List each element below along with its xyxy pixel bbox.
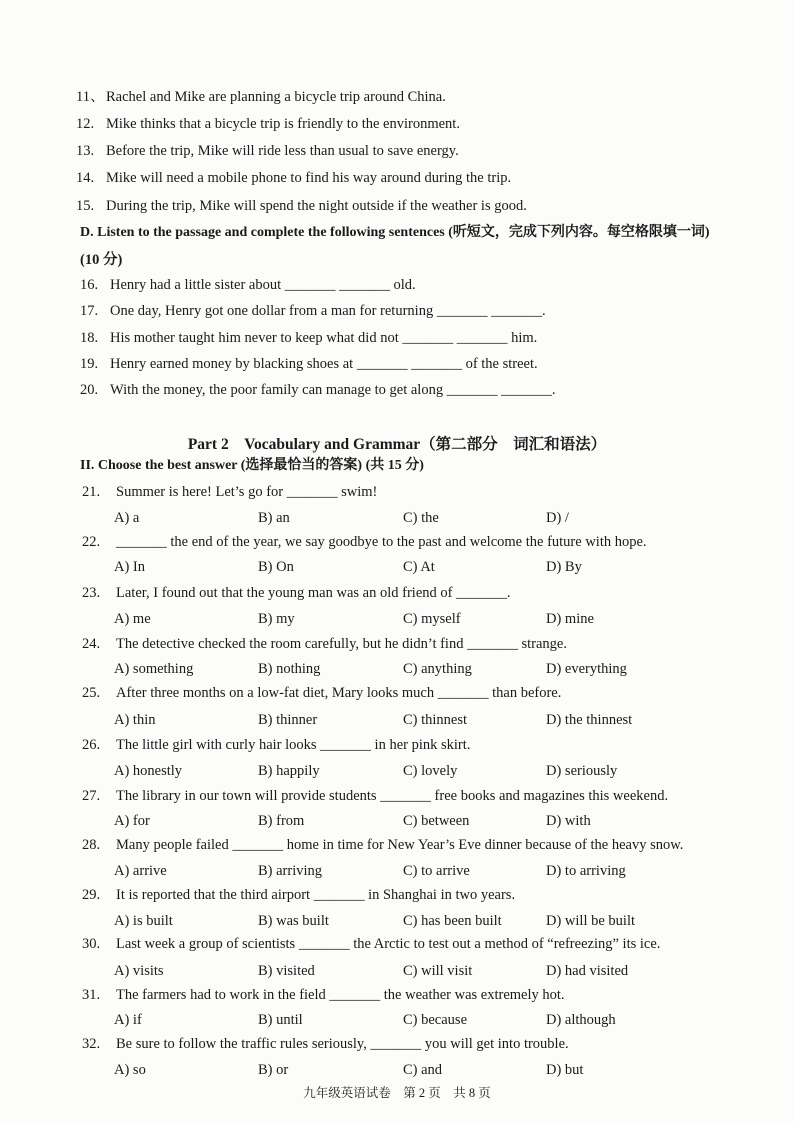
option-a[interactable]: A) In [114, 559, 146, 575]
statement-11 [76, 88, 446, 106]
option-a[interactable]: A) arrive [114, 863, 167, 879]
item-number: 14. [76, 170, 95, 186]
question-stem: The farmers had to work in the field _______ the weather was extremely hot. [116, 987, 565, 1003]
option-c[interactable]: C) myself [403, 611, 461, 627]
statement-15 [76, 197, 527, 215]
item-number: 16. [80, 277, 99, 293]
option-c[interactable]: C) thinnest [403, 712, 468, 728]
question-27 [82, 787, 668, 805]
section-d-title: D. Listen to the passage and complete the following sentences (听短文，完成下列内容。每空格限填一词) [80, 225, 710, 240]
question-number: 28. [82, 837, 101, 853]
question-stem: The detective checked the room carefully, but he didn’t find _______ strange. [116, 636, 567, 652]
statement-text: Before the trip, Mike will ride less than usual to save energy. [106, 143, 459, 159]
question-number: 26. [82, 737, 101, 753]
question-number: 22. [82, 534, 101, 550]
fill-item-19 [80, 355, 538, 373]
question-stem: The little girl with curly hair looks _______ in her pink skirt. [116, 737, 471, 753]
option-c[interactable]: C) anything [403, 661, 472, 677]
option-d[interactable]: D) everything [546, 661, 627, 677]
option-a[interactable]: A) for [114, 813, 150, 829]
option-a[interactable]: A) if [114, 1012, 142, 1028]
question-28 [82, 836, 683, 854]
option-c[interactable]: C) and [403, 1062, 443, 1078]
option-a[interactable]: A) visits [114, 963, 164, 979]
option-a[interactable]: A) something [114, 661, 194, 677]
option-d[interactable]: D) / [546, 510, 569, 526]
question-stem: Many people failed _______ home in time for New Year’s Eve dinner because of the heavy snow. [116, 837, 684, 853]
option-d[interactable]: D) had visited [546, 963, 629, 979]
item-number: 19. [80, 356, 99, 372]
question-32 [82, 1035, 569, 1053]
option-c[interactable]: C) between [403, 813, 470, 829]
fill-item-18 [80, 329, 537, 347]
question-number: 31. [82, 987, 101, 1003]
option-c[interactable]: C) to arrive [403, 863, 470, 879]
option-d[interactable]: D) with [546, 813, 591, 829]
option-d[interactable]: D) seriously [546, 763, 618, 779]
option-b[interactable]: B) On [258, 559, 294, 575]
fill-item-17 [80, 302, 546, 320]
item-number: 20. [80, 382, 99, 398]
option-d[interactable]: D) although [546, 1012, 616, 1028]
question-number: 24. [82, 636, 101, 652]
option-b[interactable]: B) nothing [258, 661, 321, 677]
question-number: 32. [82, 1036, 101, 1052]
option-b[interactable]: B) happily [258, 763, 320, 779]
option-b[interactable]: B) or [258, 1062, 289, 1078]
page-footer: 九年级英语试卷 第 2 页 共 8 页 [303, 1086, 491, 1100]
option-b[interactable]: B) visited [258, 963, 315, 979]
fill-item-text: Henry had a little sister about _______ _______ old. [110, 277, 416, 293]
item-number: 11、 [76, 89, 105, 105]
option-d[interactable]: D) By [546, 559, 582, 575]
option-c[interactable]: C) At [403, 559, 435, 575]
question-31 [82, 986, 565, 1004]
question-number: 27. [82, 788, 101, 804]
item-number: 13. [76, 143, 95, 159]
item-number: 15. [76, 198, 95, 214]
question-25 [82, 684, 561, 702]
option-a[interactable]: A) so [114, 1062, 146, 1078]
question-30 [82, 935, 660, 953]
option-a[interactable]: A) honestly [114, 763, 183, 779]
fill-item-16 [80, 276, 416, 294]
question-24 [82, 635, 567, 653]
option-b[interactable]: B) arriving [258, 863, 323, 879]
question-21 [82, 483, 377, 501]
option-c[interactable]: C) because [403, 1012, 468, 1028]
statement-13 [76, 142, 459, 160]
question-number: 30. [82, 936, 101, 952]
option-c[interactable]: C) will visit [403, 963, 473, 979]
option-d[interactable]: D) but [546, 1062, 584, 1078]
question-number: 29. [82, 887, 101, 903]
question-number: 21. [82, 484, 101, 500]
question-stem: The library in our town will provide students _______ free books and magazines this weekend. [116, 788, 669, 804]
option-c[interactable]: C) has been built [403, 913, 502, 929]
option-c[interactable]: C) the [403, 510, 439, 526]
section-ii-title: II. Choose the best answer (选择最恰当的答案) (共 15 分) [80, 458, 424, 473]
statement-12 [76, 115, 460, 133]
fill-item-20 [80, 381, 555, 399]
option-b[interactable]: B) an [258, 510, 290, 526]
option-b[interactable]: B) thinner [258, 712, 318, 728]
fill-item-text: One day, Henry got one dollar from a man for returning _______ _______. [110, 303, 546, 319]
statement-14 [76, 169, 511, 187]
item-number: 18. [80, 330, 99, 346]
option-d[interactable]: D) mine [546, 611, 594, 627]
option-d[interactable]: D) will be built [546, 913, 636, 929]
option-a[interactable]: A) thin [114, 712, 156, 728]
option-a[interactable]: A) me [114, 611, 151, 627]
item-number: 12. [76, 116, 95, 132]
fill-item-text: His mother taught him never to keep what did not _______ _______ him. [110, 330, 538, 346]
fill-item-text: With the money, the poor family can manage to get along _______ _______. [110, 382, 556, 398]
option-a[interactable]: A) a [114, 510, 140, 526]
question-stem: Be sure to follow the traffic rules seriously, _______ you will get into trouble. [116, 1036, 569, 1052]
option-a[interactable]: A) is built [114, 913, 173, 929]
question-26 [82, 736, 470, 754]
question-stem: Last week a group of scientists _______ the Arctic to test out a method of “refreezing” its ice. [116, 936, 661, 952]
question-stem: After three months on a low-fat diet, Mary looks much _______ than before. [116, 685, 562, 701]
question-number: 23. [82, 585, 101, 601]
question-stem: It is reported that the third airport _______ in Shanghai in two years. [116, 887, 516, 903]
option-c[interactable]: C) lovely [403, 763, 458, 779]
section-d-points: (10 分) [80, 252, 123, 268]
option-b[interactable]: B) until [258, 1012, 303, 1028]
question-22 [82, 533, 647, 551]
part-2-title: Part 2 Vocabulary and Grammar（第二部分 词汇和语法） [187, 436, 607, 453]
question-number: 25. [82, 685, 101, 701]
statement-text: Mike will need a mobile phone to find his way around during the trip. [106, 170, 512, 186]
fill-item-text: Henry earned money by blacking shoes at _______ _______ of the street. [110, 356, 538, 372]
option-b[interactable]: B) my [258, 611, 295, 627]
statement-text: Mike thinks that a bicycle trip is friendly to the environment. [106, 116, 460, 132]
item-number: 17. [80, 303, 99, 319]
question-stem: Later, I found out that the young man was an old friend of _______. [116, 585, 511, 601]
question-stem: Summer is here! Let’s go for _______ swim! [116, 484, 378, 500]
option-b[interactable]: B) from [258, 813, 305, 829]
option-d[interactable]: D) the thinnest [546, 712, 633, 728]
option-b[interactable]: B) was built [258, 913, 329, 929]
statement-text: Rachel and Mike are planning a bicycle trip around China. [106, 89, 446, 105]
question-stem: _______ the end of the year, we say goodbye to the past and welcome the future with hope. [116, 534, 647, 550]
question-29 [82, 886, 515, 904]
statement-text: During the trip, Mike will spend the night outside if the weather is good. [106, 198, 527, 214]
question-23 [82, 584, 510, 602]
option-d[interactable]: D) to arriving [546, 863, 626, 879]
